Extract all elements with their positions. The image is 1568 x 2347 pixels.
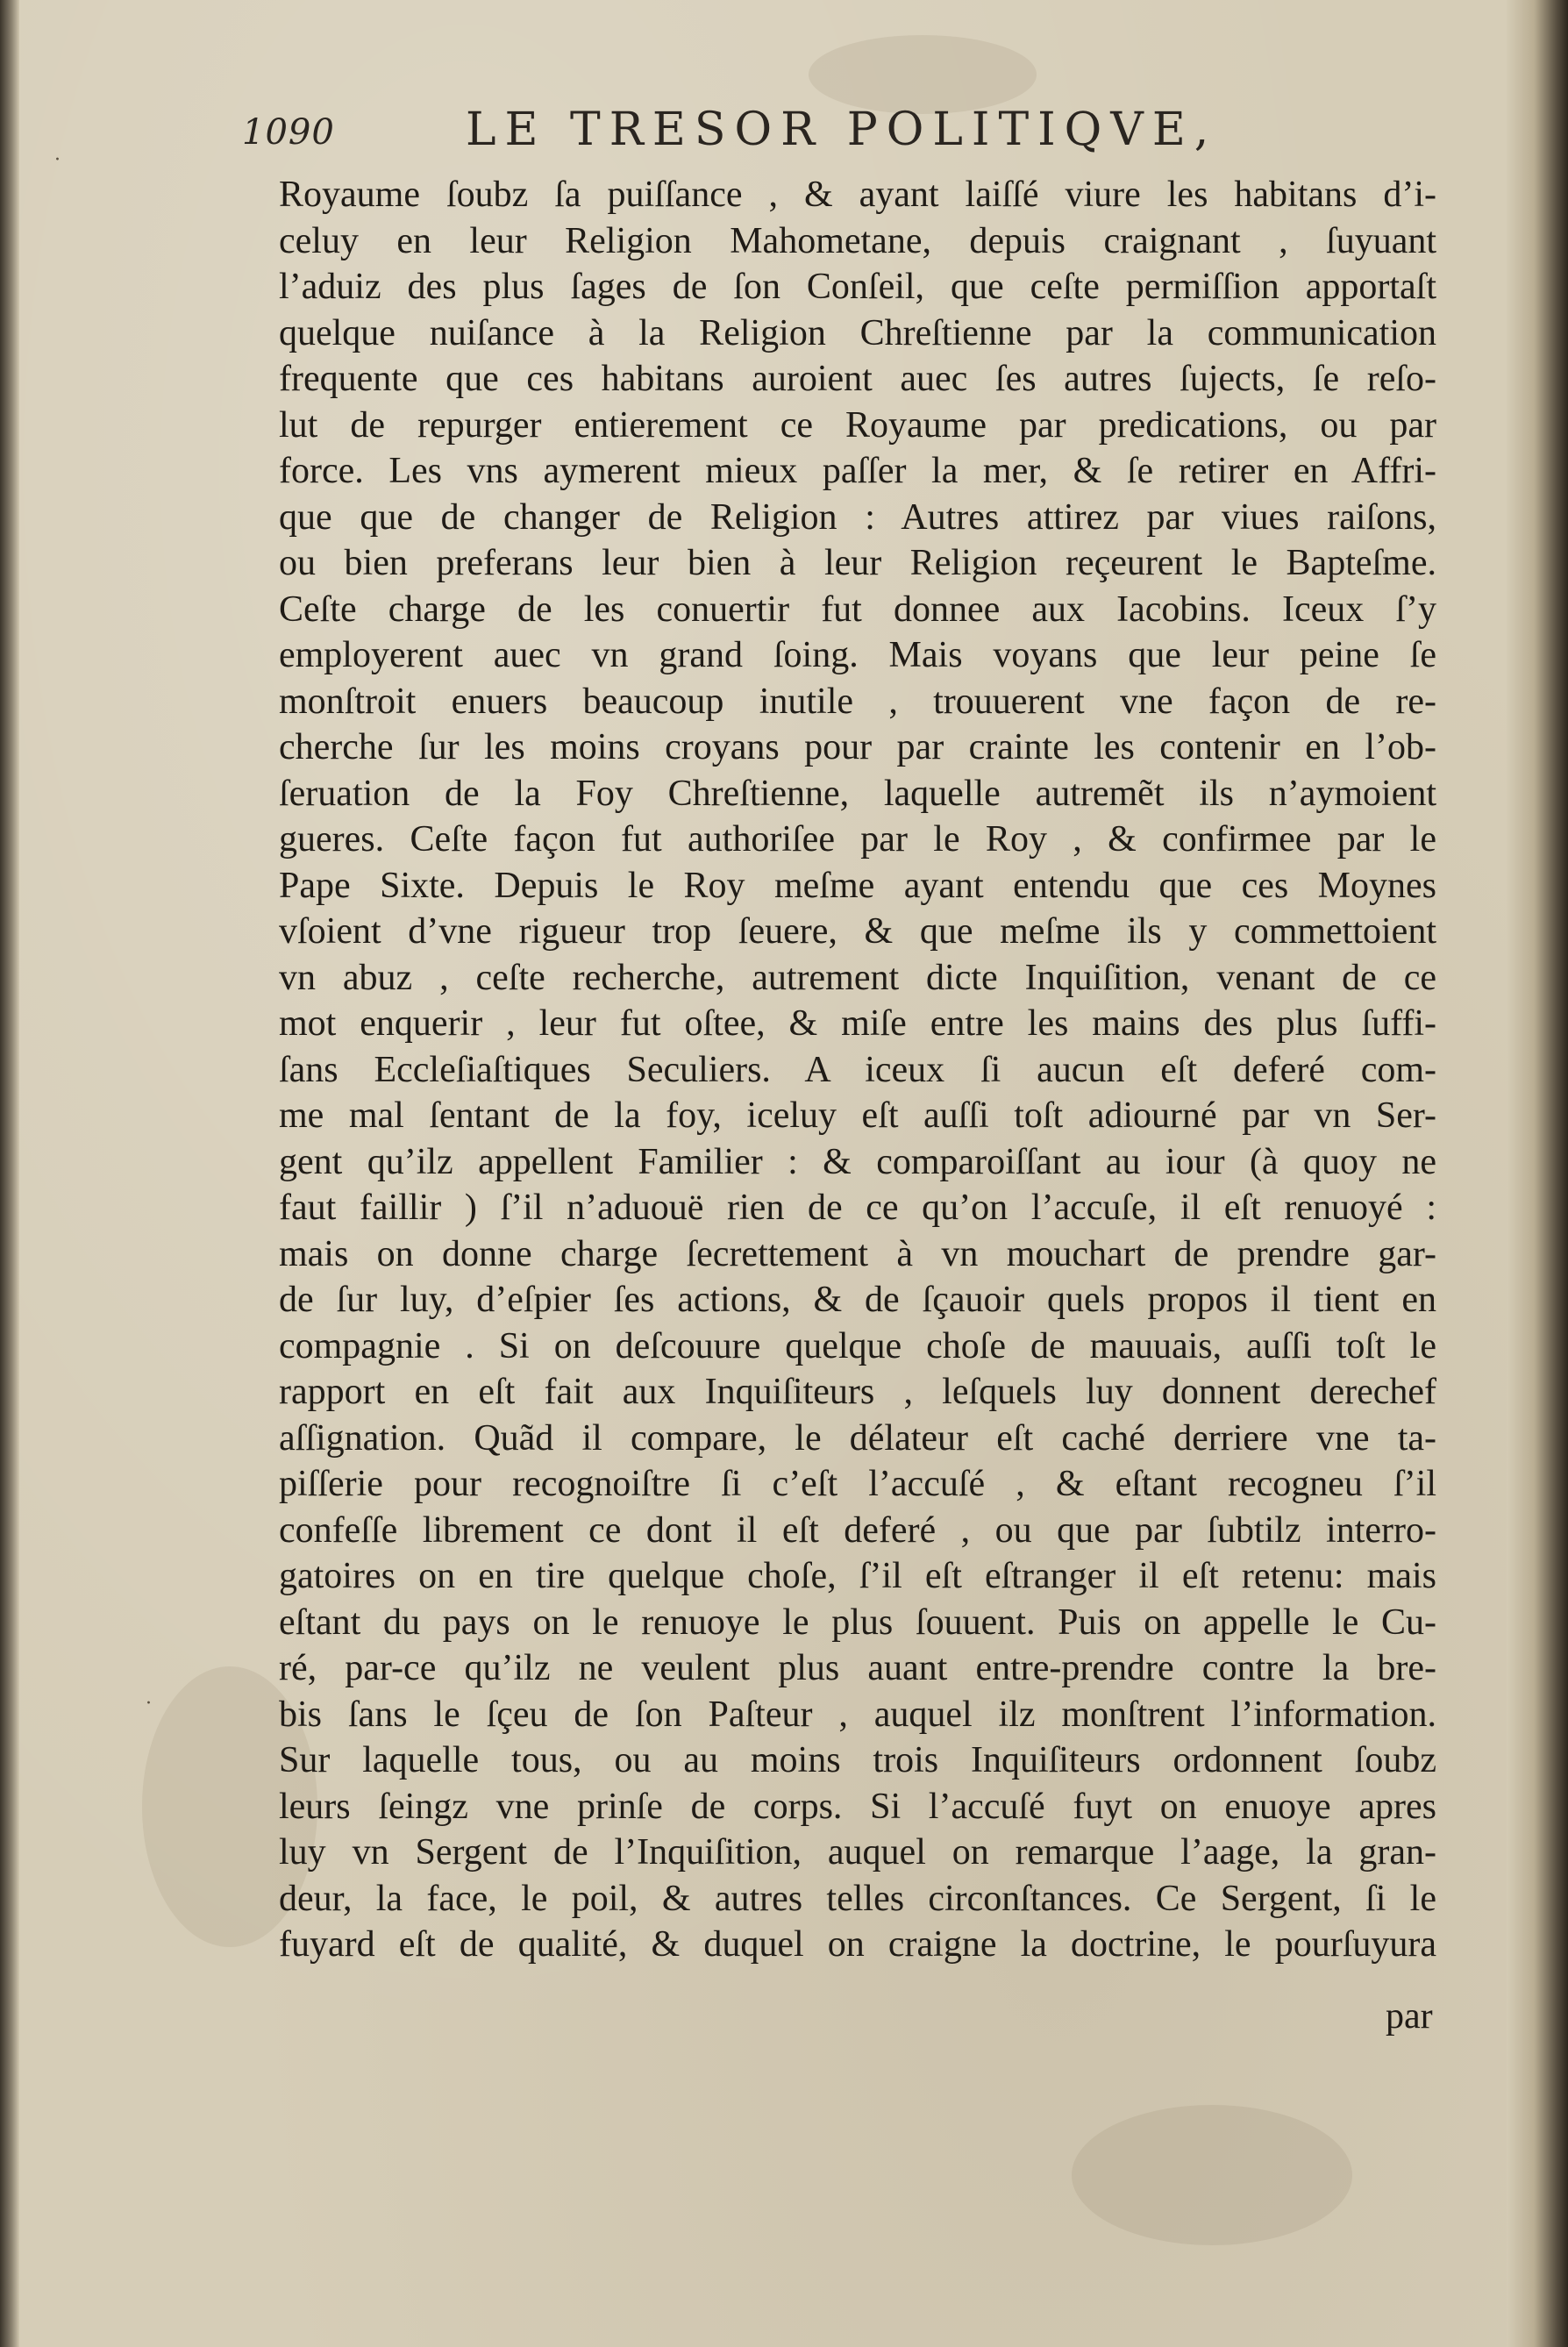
text-line: gatoires on en tire quelque choſe, ſ’il eſt eſtranger il eſt retenu: mais [279, 1556, 1436, 1596]
page-curl-edge [1507, 0, 1568, 2347]
text-line: ré, par-ce qu’ilz ne veulent plus auant entre-prendre contre la bre- [279, 1648, 1436, 1688]
text-line: mot enquerir , leur fut oſtee, & miſe entre les mains des plus ſuffi- [279, 1003, 1436, 1044]
text-line: Ceſte charge de les conuertir fut donnee aux Iacobins. Iceux ſ’y [279, 589, 1436, 630]
text-line: que que de changer de Religion : Autres attirez par viues raiſons, [279, 496, 1436, 538]
text-line: faut faillir ) ſ’il n’aduouë rien de ce qu’on l’accuſe, il eſt renuoyé : [279, 1188, 1436, 1228]
text-line: celuy en leur Religion Mahometane, depuis craignant , ſuyuant [279, 220, 1436, 261]
ink-speck: · [54, 149, 61, 171]
text-line: vſoient d’vne rigueur trop ſeuere, & que meſme ils y commettoient [279, 911, 1436, 952]
text-line: vn abuz , ceſte recherche, autrement dicte Inquiſition, venant de ce [279, 957, 1436, 998]
text-line: Pape Sixte. Depuis le Roy meſme ayant entendu que ces Moynes [279, 865, 1436, 906]
text-line: lut de repurger entierement ce Royaume par predications, ou par [279, 404, 1436, 446]
text-line: gent qu’ilz appellent Familier : & comparoiſſant au iour (à quoy ne [279, 1141, 1436, 1182]
paper-stain [1072, 2105, 1352, 2245]
text-line: l’aduiz des plus ſages de ſon Conſeil, que ceſte permiſſion apportaſt [279, 267, 1436, 307]
running-title: LE TRESOR POLITIQVE, [466, 103, 1218, 156]
text-line: deur, la face, le poil, & autres telles circonſtances. Ce Sergent, ſi le [279, 1878, 1436, 1919]
paper-stain [809, 35, 1037, 114]
text-line: bis ſans le ſçeu de ſon Paſteur , auquel ilz monſtrent l’information. [279, 1694, 1436, 1735]
text-line: monſtroit enuers beaucoup inutile , trouuerent vne façon de re- [279, 681, 1436, 722]
text-line: rapport en eſt fait aux Inquiſiteurs , leſquels luy donnent derechef [279, 1372, 1436, 1412]
text-line: employerent auec vn grand ſoing. Mais voyans que leur peine ſe [279, 635, 1436, 675]
page-number: 1090 [242, 112, 335, 153]
text-line: force. Les vns aymerent mieux paſſer la mer, & ſe retirer en Affri- [279, 451, 1436, 491]
catchword: par [1386, 1996, 1433, 2037]
text-line: ou bien preferans leur bien à leur Religion reçeurent le Bapteſme. [279, 543, 1436, 583]
text-line: leurs ſeingz vne prinſe de corps. Si l’accuſé fuyt on enuoye apres [279, 1786, 1436, 1827]
text-line: piſſerie pour recognoiſtre ſi c’eſt l’accuſé , & eſtant recogneu ſ’il [279, 1464, 1436, 1504]
page-binding-edge [0, 0, 19, 2347]
text-line: me mal ſentant de la foy, iceluy eſt auſſi toſt adiourné par vn Ser- [279, 1095, 1436, 1136]
text-line: ſans Eccleſiaſtiques Seculiers. A iceux ſi aucun eſt deferé com- [279, 1049, 1436, 1090]
text-line: aſſignation. Quãd il compare, le délateur eſt caché derriere vne ta- [279, 1417, 1436, 1459]
body-text [279, 172, 1436, 1968]
text-line: cherche ſur les moins croyans pour par crainte les contenir en l’ob- [279, 727, 1436, 767]
text-line: Sur laquelle tous, ou au moins trois Inquiſiteurs ordonnent ſoubz [279, 1740, 1436, 1780]
text-line: luy vn Sergent de l’Inquiſition, auquel on remarque l’aage, la gran- [279, 1832, 1436, 1873]
text-line: compagnie . Si on deſcouure quelque choſe de mauuais, auſſi toſt le [279, 1325, 1436, 1366]
text-line: Royaume ſoubz ſa puiſſance , & ayant laiſſé viure les habitans d’i- [279, 175, 1436, 215]
text-line: de ſur luy, d’eſpier ſes actions, & de ſçauoir quels propos il tient en [279, 1280, 1436, 1320]
text-line: fuyard eſt de qualité, & duquel on craigne la doctrine, le pourſuyura [279, 1924, 1436, 1965]
page-header [242, 103, 1312, 174]
text-line: quelque nuiſance à la Religion Chreſtienne par la communication [279, 312, 1436, 353]
text-line: confeſſe librement ce dont il eſt deferé , ou que par ſubtilz interro- [279, 1509, 1436, 1551]
text-line: mais on donne charge ſecrettement à vn mouchart de prendre gar- [279, 1233, 1436, 1274]
text-line: frequente que ces habitans auroient auec ſes autres ſujects, ſe reſo- [279, 359, 1436, 399]
text-line: eſtant du pays on le renuoye le plus ſouuent. Puis on appelle le Cu- [279, 1602, 1436, 1643]
text-line: ſeruation de la Foy Chreſtienne, laquelle autremẽt ils n’aymoient [279, 773, 1436, 814]
ink-speck: · [146, 1693, 152, 1715]
text-line: gueres. Ceſte façon fut authoriſee par le Roy , & confirmee par le [279, 819, 1436, 860]
